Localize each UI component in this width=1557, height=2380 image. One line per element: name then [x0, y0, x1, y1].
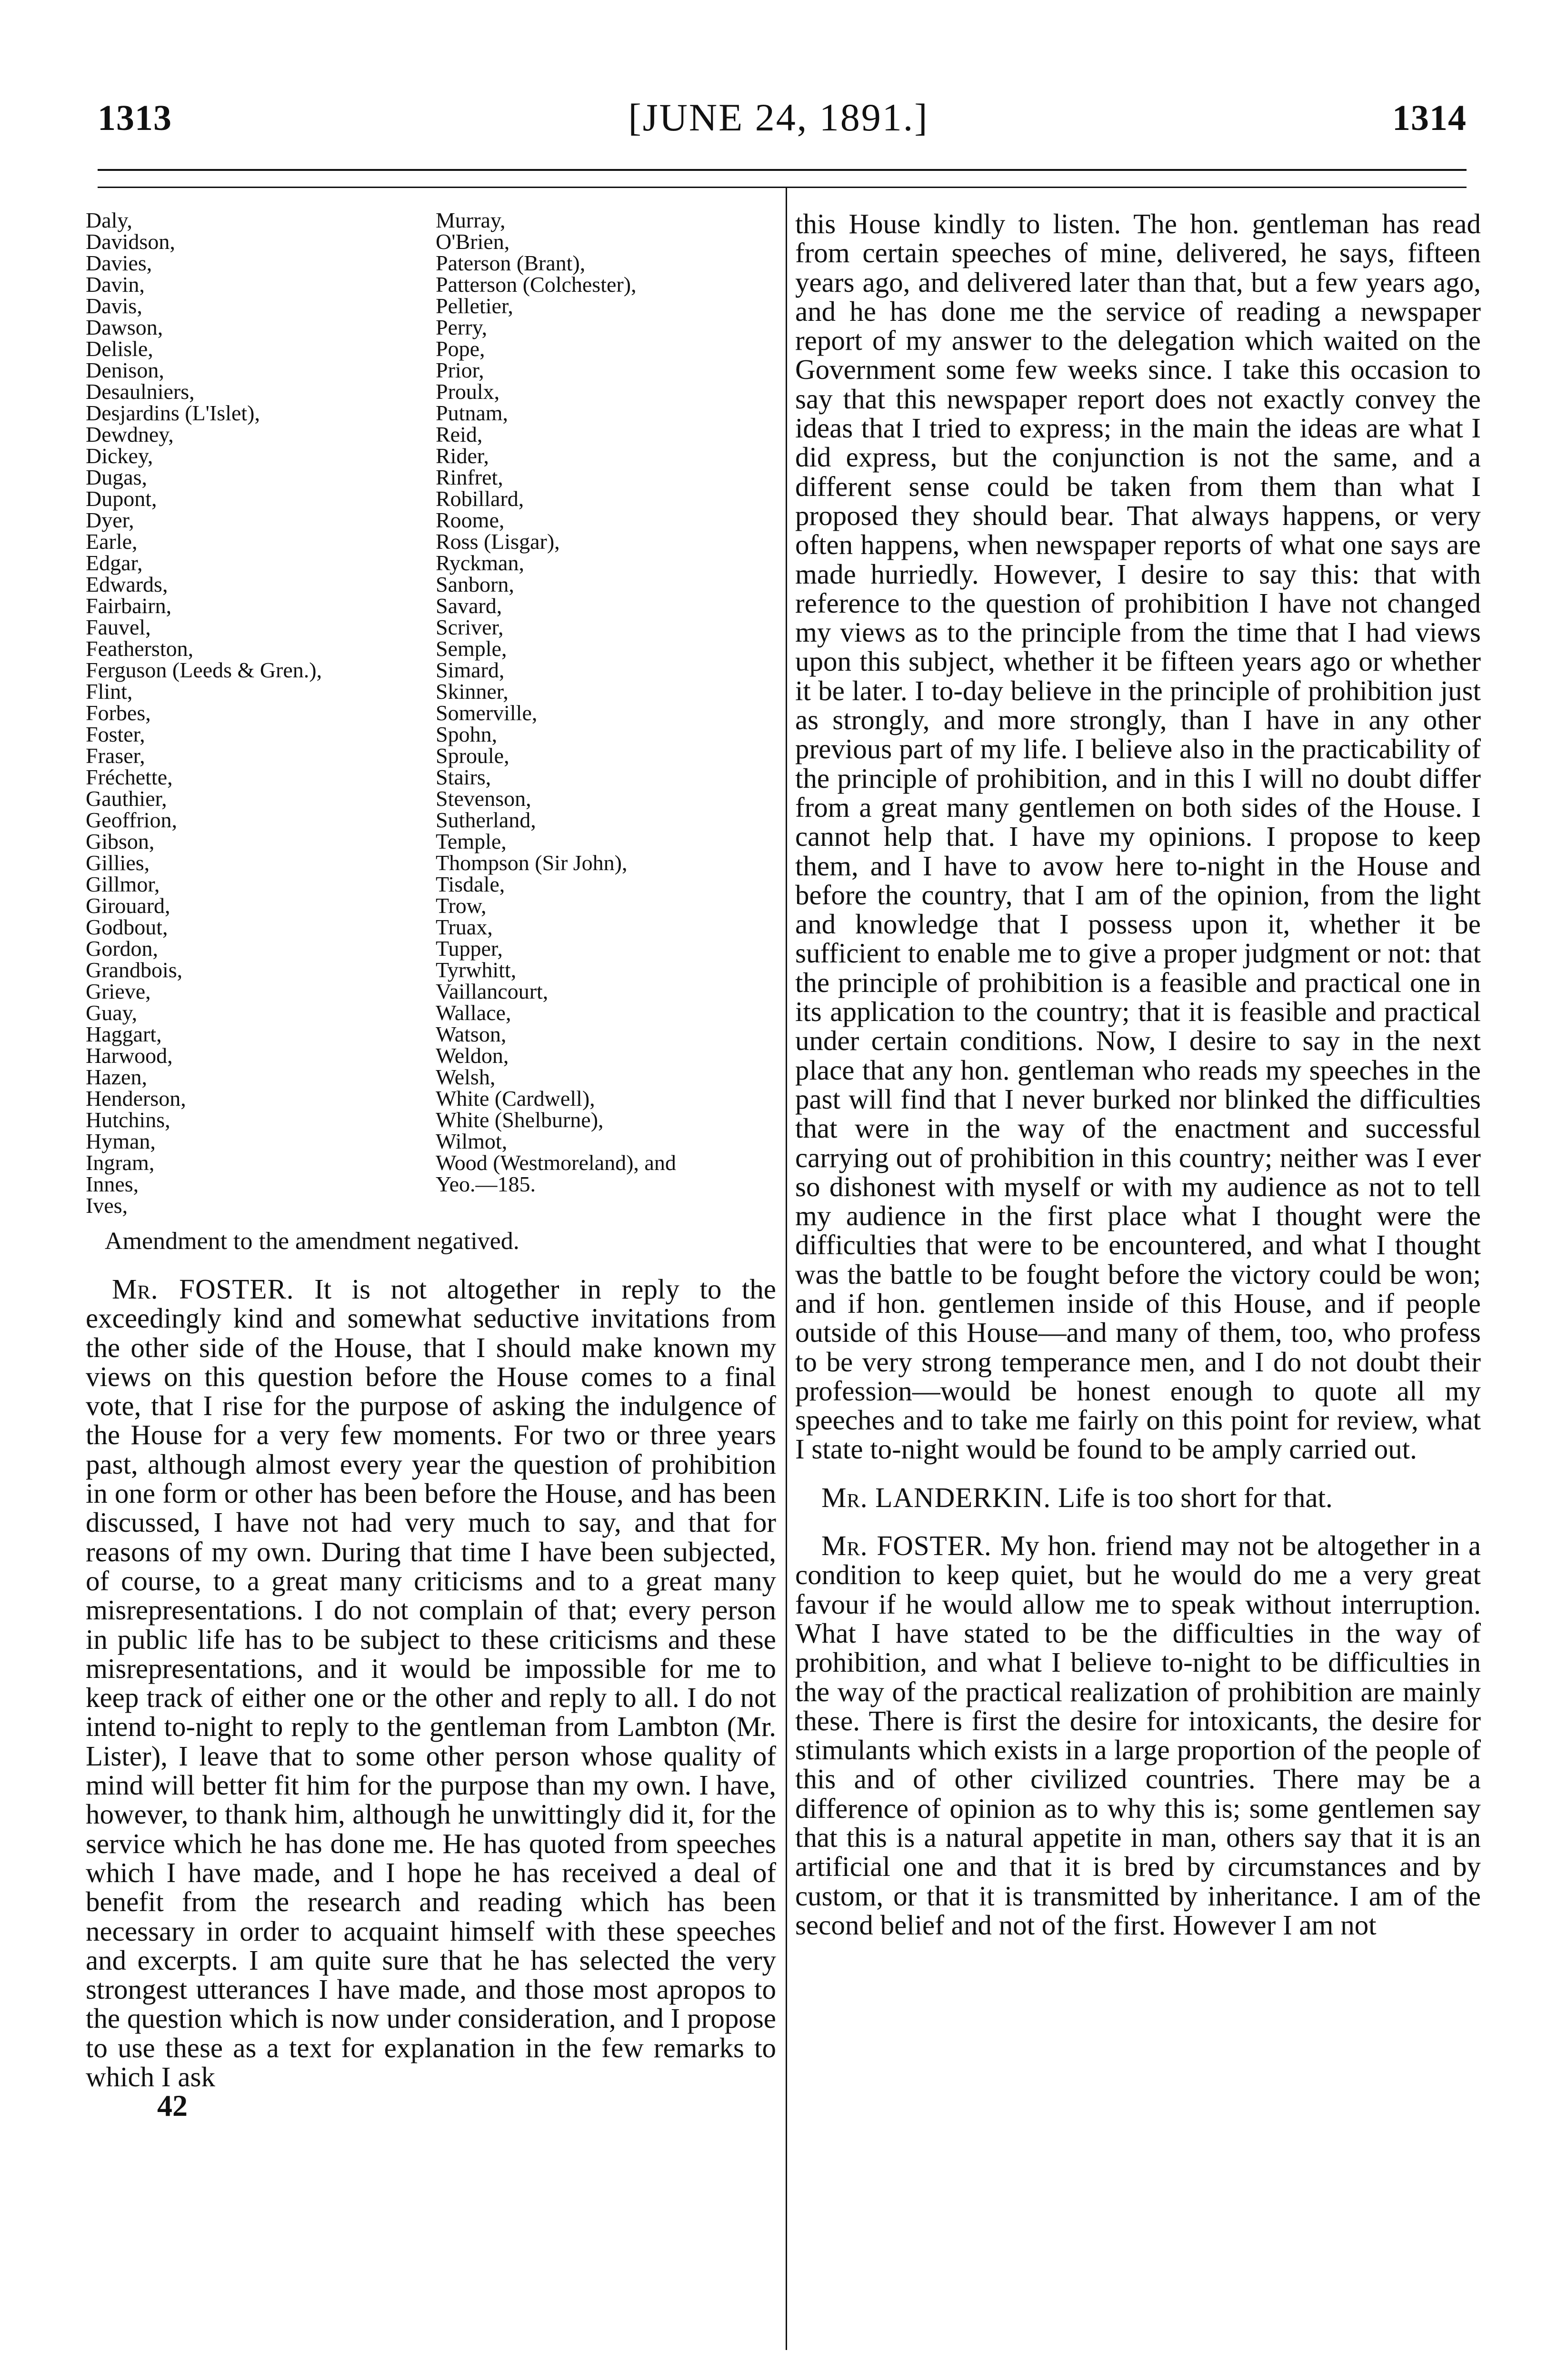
- division-name: Fréchette,: [86, 765, 173, 789]
- division-name: Savard,: [436, 594, 502, 618]
- division-name: Sproule,: [436, 744, 509, 768]
- division-name: Dugas,: [86, 465, 148, 489]
- division-name: Davis,: [86, 294, 142, 318]
- division-name: Ryckman,: [436, 551, 524, 575]
- division-name: Girouard,: [86, 893, 170, 918]
- page-date: [JUNE 24, 1891.]: [628, 96, 929, 139]
- division-name: White (Shelburne),: [436, 1108, 604, 1132]
- division-name: Robillard,: [436, 486, 524, 511]
- page-number-right: 1314: [1392, 98, 1467, 138]
- division-name: Prior,: [436, 358, 484, 382]
- division-name: Guay,: [86, 1001, 138, 1025]
- division-name: Semple,: [436, 636, 507, 661]
- speaker-name: Mr. FOSTER.: [821, 1530, 992, 1562]
- division-name: Desjardins (L'Islet),: [86, 401, 260, 425]
- division-name: Pelletier,: [436, 294, 513, 318]
- division-name: Welsh,: [436, 1065, 496, 1089]
- division-name: Scriver,: [436, 615, 504, 639]
- division-name: Stevenson,: [436, 786, 531, 811]
- division-name: Murray,: [436, 208, 506, 232]
- division-name: Gillies,: [86, 851, 150, 875]
- division-name: Watson,: [436, 1022, 507, 1046]
- division-name: Dickey,: [86, 444, 153, 468]
- division-name: Featherston,: [86, 636, 194, 661]
- division-name: Davies,: [86, 251, 152, 275]
- division-name: Truax,: [436, 915, 493, 939]
- signature-mark: 42: [157, 2089, 188, 2123]
- division-name: Godbout,: [86, 915, 168, 939]
- division-name: Wilmot,: [436, 1129, 508, 1153]
- division-name: Gibson,: [86, 829, 155, 853]
- division-name: Vaillancourt,: [436, 979, 549, 1003]
- division-name: White (Cardwell),: [436, 1086, 595, 1111]
- division-name: Roome,: [436, 508, 505, 532]
- division-name: Trow,: [436, 893, 487, 918]
- division-name: Rider,: [436, 444, 489, 468]
- division-name: Temple,: [436, 829, 507, 853]
- division-name: Flint,: [86, 679, 133, 704]
- speaker-name: Mr. FOSTER.: [112, 1273, 294, 1305]
- division-list-column-2: [436, 209, 776, 1216]
- division-name: Skinner,: [436, 679, 509, 704]
- division-name: Edgar,: [86, 551, 143, 575]
- division-name: Dyer,: [86, 508, 134, 532]
- division-name: Innes,: [86, 1172, 139, 1196]
- division-name: Tupper,: [436, 936, 503, 961]
- division-name: Hazen,: [86, 1065, 147, 1089]
- division-name: Harwood,: [86, 1043, 173, 1068]
- division-name: Yeo.—185.: [436, 1172, 536, 1196]
- speech-text: My hon. friend may not be altogether in a condition to keep quiet, but he would do me a very great favour if he would allow me to speak without interruption. What I have stated to be the difficulties in the way of prohibition, and what I believe to-night to be difficulties in the way of the practical realization of prohibition are mainly these. There is first the desire for intoxicants, the desire for stimulants which exists in a large proportion of the people of this and of other civilized countries. There may be a difference of opinion as to why this is; some gentlemen say that this is a natural appetite in man, others say that it is an artificial one and that it is bred by circumstances and by custom, or that it is transmitted by inheritance. I am of the second belief and not of the first. However I am not: [795, 1530, 1481, 1941]
- division-name: Putnam,: [436, 401, 509, 425]
- header-rule: [98, 169, 1467, 171]
- speech-paragraph: [86, 1275, 776, 2092]
- division-name: Davin,: [86, 272, 145, 297]
- division-name: Davidson,: [86, 229, 175, 254]
- division-name: Wood (Westmoreland), and: [436, 1150, 676, 1175]
- division-name: Fraser,: [86, 744, 145, 768]
- division-name: Hyman,: [86, 1129, 156, 1153]
- division-name: Reid,: [436, 422, 483, 446]
- division-name: Daly,: [86, 208, 132, 232]
- division-name: Grandbois,: [86, 958, 183, 982]
- division-name: Ingram,: [86, 1150, 155, 1175]
- division-name: Edwards,: [86, 572, 168, 596]
- division-name: Spohn,: [436, 722, 498, 746]
- division-name: Earle,: [86, 529, 138, 554]
- division-list-column-1: [86, 209, 436, 1216]
- interjection: [795, 1483, 1481, 1512]
- division-name: Denison,: [86, 358, 164, 382]
- right-column: [795, 209, 1481, 1940]
- division-name: O'Brien,: [436, 229, 510, 254]
- division-name: Gauthier,: [86, 786, 167, 811]
- division-name: Ferguson (Leeds & Gren.),: [86, 658, 322, 682]
- division-name: Haggart,: [86, 1022, 162, 1046]
- division-name: Wallace,: [436, 1001, 511, 1025]
- division-name: Foster,: [86, 722, 145, 746]
- division-name: Delisle,: [86, 337, 153, 361]
- motion-result: Amendment to the amendment negatived.: [105, 1228, 519, 1255]
- interjection-text: Life is too short for that.: [1058, 1481, 1333, 1513]
- header-rule-secondary: [98, 187, 1467, 188]
- division-name: Paterson (Brant),: [436, 251, 586, 275]
- division-name: Hutchins,: [86, 1108, 170, 1132]
- division-name: Henderson,: [86, 1086, 186, 1111]
- division-name: Dewdney,: [86, 422, 174, 446]
- division-name: Dupont,: [86, 486, 157, 511]
- page-number-left: 1313: [98, 98, 172, 138]
- division-name: Rinfret,: [436, 465, 503, 489]
- division-name: Fauvel,: [86, 615, 151, 639]
- division-name: Forbes,: [86, 701, 151, 725]
- speech-text: It is not altogether in reply to the exceedingly kind and somewhat seductive invitations from the other side of the House, that I should make known my views on this question before the House comes to a final vote, that I rise for the purpose of asking the indulgence of the House for a very few moments. For two or three years past, although almost every year the question of prohibition in one form or other has been before the House, and has been discussed, I have not had very much to say, and that for reasons of my own. During that time I have been subjected, of course, to a great many criticisms and to a great many misrepresentations. I do not complain of that; every person in public life has to be subject to these criticisms and these misrepresentations, and it would be impossible for me to keep track of either one or the other and reply to all. I do not intend to-night to reply to the gentleman from Lambton (Mr. Lister), I leave that to some other person whose quality of mind will better fit him for the purpose than my own. I have, however, to thank him, although he unwittingly did it, for the service which he has done me. He has quoted from speeches which I have made, and I hope he has received a deal of benefit from the research and reading which has been necessary in order to acquaint himself with these speeches and excerpts. I am quite sure that he has selected the very strongest utterances I have made, and those most apropos to the question which is now under consideration, and I propose to use these as a text for explanation in the few remarks to which I ask: [86, 1273, 776, 2093]
- left-column: [86, 208, 776, 2123]
- division-name: Fairbairn,: [86, 594, 172, 618]
- division-name: Simard,: [436, 658, 505, 682]
- division-name: Pope,: [436, 337, 485, 361]
- speech-continuation: this House kindly to listen. The hon. gentleman has read from certain speeches of mine, delivered, he says, fifteen years ago, and delivered later than that, but a few years ago, and he has done me the service of reading a newspaper report of my answer to the delegation which waited on the Government some few weeks since. I take this occasion to say that this newspaper report does not exactly convey the ideas that I tried to express; in the main the ideas are what I did express, but the conjunction is not the same, and a different sense could be taken from them than what I proposed they should bear. That always happens, or very often happens, when newspaper reports of what one says are made hurriedly. However, I desire to say this: that with reference to the question of prohibition I have not changed my views as to the principle from the time that I had views upon this subject, whether it be fifteen years ago or whether it be later. I to-day believe in the principle of prohibition just as strongly, and more strongly, than I have in any other previous part of my life. I believe also in the practicability of the principle of prohibition, and in this I will no doubt differ from a great many gentlemen on both sides of the House. I cannot help that. I have my opinions. I propose to keep them, and I have to avow here to-night in the House and before the country, that I am of the opinion, from the light and knowledge that I possess upon it, whether it be sufficient to enable me to give a proper judgment or not: that the principle of prohibition is a feasible and practical one in its application to the country; that it is feasible and practical under certain conditions. Now, I desire to say in the next place that any hon. gentleman who reads my speeches in the past will find that I never burked nor blinked the difficulties that were in the way of the enactment and successful carrying out of prohibition in this country; neither was I ever so dishonest with myself or with my audience as not to tell my audience in the first place what I thought were the difficulties that were to be encountered, and what I thought was the battle to be fought before the victory could be won; and if hon. gentlemen inside of this House, and if people outside of this House—and many of them, too, who profess to be very strong temperance men, and I do not doubt their profession—would be honest enough to quote all my speeches and to take me fairly on this point for review, what I state to-night would be found to be amply carried out.: [795, 208, 1481, 1465]
- division-name: Stairs,: [436, 765, 491, 789]
- division-name: Sutherland,: [436, 808, 536, 832]
- division-name: Thompson (Sir John),: [436, 851, 628, 875]
- speech-paragraph: [795, 1531, 1481, 1940]
- division-name: Ives,: [86, 1193, 128, 1218]
- division-name: Proulx,: [436, 379, 500, 404]
- division-name: Weldon,: [436, 1043, 509, 1068]
- speaker-name: Mr. LANDERKIN.: [821, 1481, 1051, 1513]
- division-name: Tisdale,: [436, 872, 505, 896]
- division-name: Patterson (Colchester),: [436, 272, 637, 297]
- division-name: Geoffrion,: [86, 808, 178, 832]
- division-name: Sanborn,: [436, 572, 514, 596]
- division-name: Desaulniers,: [86, 379, 195, 404]
- division-list: [86, 209, 776, 1216]
- column-divider: [786, 187, 787, 2350]
- division-name: Grieve,: [86, 979, 151, 1003]
- division-name: Ross (Lisgar),: [436, 529, 560, 554]
- division-name: Dawson,: [86, 315, 163, 339]
- division-name: Somerville,: [436, 701, 538, 725]
- division-name: Tyrwhitt,: [436, 958, 517, 982]
- division-name: Gillmor,: [86, 872, 160, 896]
- division-name: Perry,: [436, 315, 488, 339]
- division-name: Gordon,: [86, 936, 159, 961]
